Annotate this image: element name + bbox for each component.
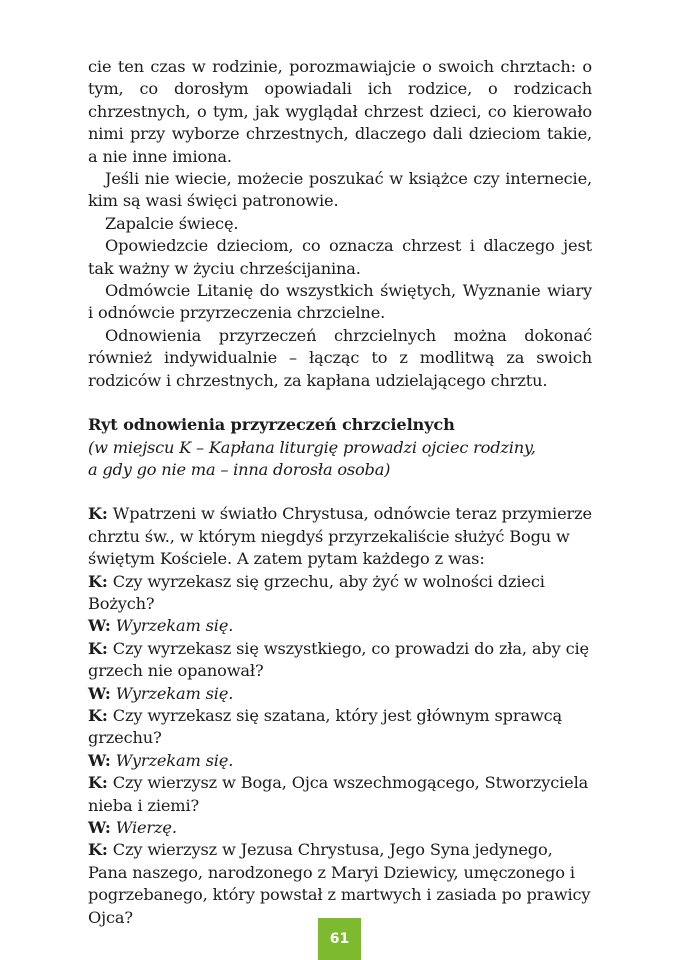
dialogue-line xyxy=(88,839,592,929)
dialogue-line xyxy=(88,817,592,839)
body-paragraph: Odnowienia przyrzeczeń chrzcielnych można dokonać również indywidualnie – łącząc to z modlitwą za swoich rodziców i chrzestnych, za kapłana udzielającego chrztu. xyxy=(88,325,592,390)
speaker-label: W: xyxy=(88,616,111,636)
section-heading: Ryt odnowienia przyrzeczeń chrzcielnych xyxy=(88,415,455,435)
section-note: a gdy go nie ma – inna dorosła osoba) xyxy=(88,459,391,479)
section-gap xyxy=(88,481,592,503)
dialogue-text: Czy wyrzekasz się wszystkiego, co prowadzi do zła, aby cię grzech nie opanował? xyxy=(88,638,589,681)
dialogue-text: Czy wyrzekasz się grzechu, aby żyć w wolności dzieci Bożych? xyxy=(88,571,545,613)
dialogue-text: Czy wyrzekasz się szatana, który jest głównym sprawcą grzechu? xyxy=(88,705,563,748)
page-number-badge xyxy=(318,918,361,960)
dialogue-text: Wpatrzeni w światło Chrystusa, odnówcie teraz przymierze chrztu św., w którym niegdyś przyrzekaliście służyć Bogu w świętym Kościele. A zatem pytam każdego z was: xyxy=(88,504,592,569)
dialogue-response: Wyrzekam się. xyxy=(110,616,234,636)
speaker-label: K: xyxy=(88,571,108,591)
section-gap xyxy=(88,392,592,414)
body-paragraph: Odmówcie Litanię do wszystkich świętych, Wyznanie wiary i odnówcie przyrzeczenia chrzcielne. xyxy=(88,281,592,323)
speaker-label: W: xyxy=(88,683,111,703)
speaker-label: K: xyxy=(88,840,108,860)
page-content xyxy=(88,56,592,929)
dialogue-line xyxy=(88,750,592,772)
dialogue xyxy=(88,503,592,929)
dialogue-response: Wyrzekam się. xyxy=(110,750,234,770)
dialogue-line xyxy=(88,615,592,637)
body-paragraph: Opowiedzcie dzieciom, co oznacza chrzest i dlaczego jest tak ważny w życiu chrześcijanina. xyxy=(88,236,592,278)
body-paragraph: cie ten czas w rodzinie, porozmawiajcie o swoich chrztach: o tym, co dorosłym opowiadali ich rodzice, o rodzicach chrzestnych, o tym, jak wyglądał chrzest dzieci, co kierowało nimi przy wyborze chrzestnych, dlaczego dali dzieciom takie, a nie inne imiona. xyxy=(88,57,592,166)
speaker-label: K: xyxy=(88,638,108,658)
speaker-label: K: xyxy=(88,773,108,793)
section-note: (w miejscu K – Kapłana liturgię prowadzi ojciec rodziny, xyxy=(88,437,536,457)
speaker-label: K: xyxy=(88,504,108,524)
speaker-label: W: xyxy=(88,750,111,770)
body-paragraph: Jeśli nie wiecie, możecie poszukać w książce czy internecie, kim są wasi święci patronowie. xyxy=(88,169,592,211)
speaker-label: W: xyxy=(88,818,111,837)
dialogue-response: Wyrzekam się. xyxy=(110,683,234,703)
page-number: 61 xyxy=(329,931,350,947)
dialogue-text: Czy wierzysz w Boga, Ojca wszechmogącego, Stworzyciela nieba i ziemi? xyxy=(88,773,589,815)
dialogue-text: Czy wierzysz w Jezusa Chrystusa, Jego Syna jedynego, Pana naszego, narodzonego z Maryi Dziewicy, umęczonego i pogrzebanego, który powstał z martwych i zasiada po prawicy Ojca? xyxy=(88,840,591,927)
dialogue-line xyxy=(88,638,592,683)
dialogue-line xyxy=(88,705,592,750)
dialogue-line xyxy=(88,683,592,705)
body-paragraph: Zapalcie świecę. xyxy=(105,213,239,233)
dialogue-line xyxy=(88,503,592,570)
dialogue-response: Wierzę. xyxy=(110,818,177,837)
speaker-label: K: xyxy=(88,705,108,725)
dialogue-line xyxy=(88,772,592,817)
dialogue-line xyxy=(88,571,592,616)
